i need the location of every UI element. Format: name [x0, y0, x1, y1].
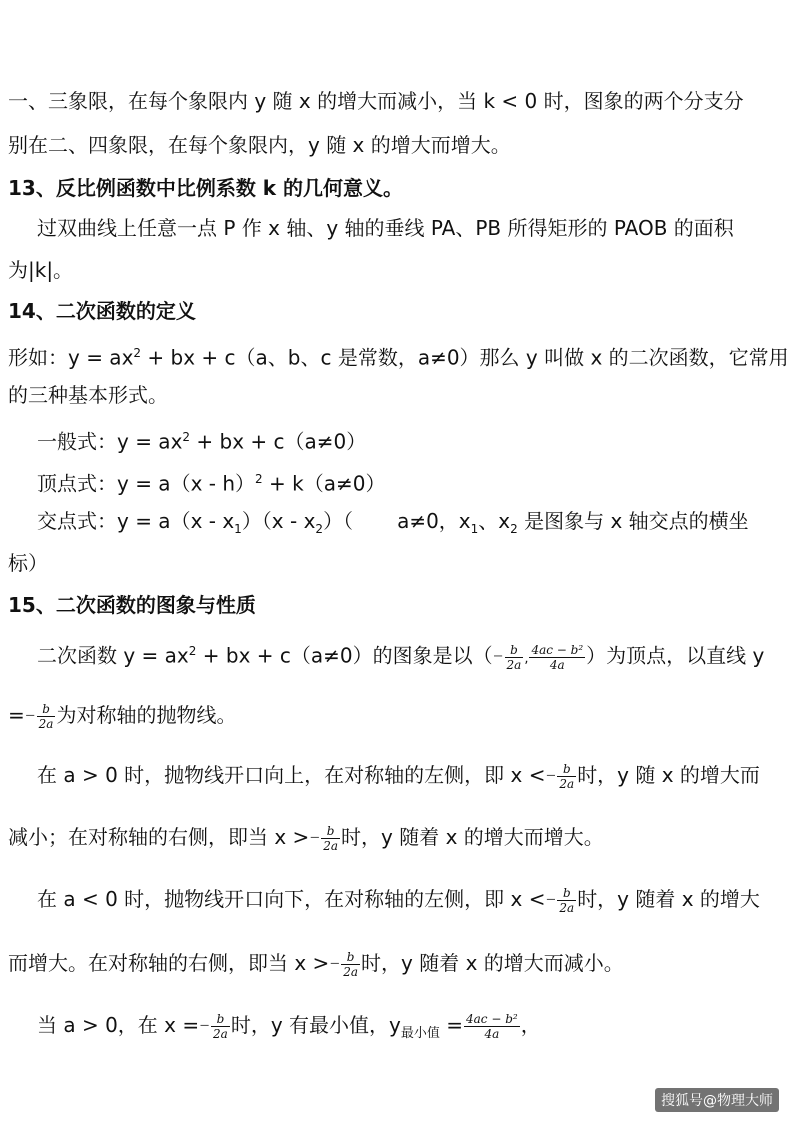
fraction-4ac-b2-over-4a: $\frac{\text{4ac − b²}}{4a}$ [466, 1012, 518, 1041]
minus-sign: − [545, 768, 557, 784]
text-segment: 时，y 随着 x 的增大 [577, 887, 760, 911]
minus-sign: − [492, 649, 504, 665]
text-line: 为|k|。 [8, 258, 74, 282]
property-line [8, 824, 604, 853]
text-segment: + bx + c（a、b、c 是常数，a≠0）那么 y 叫做 x 的二次函数，它常用 [141, 345, 789, 370]
text-segment: 是图象与 x 轴交点的横坐 [517, 509, 749, 533]
text-segment: 、x [478, 509, 511, 533]
text-segment: 交点式：y = a（x - x [37, 509, 235, 533]
intercept-form [37, 508, 749, 542]
text-segment: a≠0，x [397, 509, 471, 533]
section-heading-15: 15、二次函数的图象与性质 [8, 593, 256, 617]
text-segment: 顶点式：y = a（x - h） [37, 471, 256, 496]
minus-sign: − [545, 892, 557, 908]
text-segment: 在 a > 0 时，抛物线开口向上，在对称轴的左侧，即 x < [37, 763, 546, 787]
fraction-b-over-2a: $\frac{b}{2a}$ [213, 1012, 228, 1041]
fraction-b-over-2a: $\frac{b}{2a}$ [559, 886, 575, 915]
text-segment: 二次函数 y = ax [37, 643, 189, 668]
text-segment: 在 a < 0 时，抛物线开口向下，在对称轴的左侧，即 x < [37, 887, 546, 911]
fraction-4ac-b2-over-4a: $\frac{\text{4ac − b²}}{4a}$ [531, 642, 584, 672]
text-segment: 减小；在对称轴的右侧，即当 x > [8, 825, 310, 849]
minus-sign: − [199, 1018, 211, 1034]
section-heading-13: 13、反比例函数中比例系数 k 的几何意义。 [8, 176, 404, 200]
property-line [37, 886, 760, 915]
text-segment: + bx + c（a≠0）的图象是以（ [196, 643, 493, 668]
text-segment: + bx + c（a≠0） [190, 429, 367, 454]
text-segment: 时，y 随 x 的增大而 [577, 763, 760, 787]
superscript: 2 [255, 472, 263, 486]
text-line: 过双曲线上任意一点 P 作 x 轴、y 轴的垂线 PA、PB 所得矩形的 PAOB 的面积 [37, 216, 734, 240]
superscript: 2 [182, 430, 191, 444]
text-line: 标） [8, 551, 48, 575]
text-line: 的三种基本形式。 [8, 383, 168, 407]
subscript: 2 [315, 522, 324, 536]
general-form [37, 424, 366, 455]
text-segment: 时，y 随着 x 的增大而增大。 [341, 825, 604, 849]
text-segment: 当 a > 0，在 x = [37, 1013, 200, 1037]
text-segment: 时，y 随着 x 的增大而减小。 [361, 951, 624, 975]
subscript: 1 [470, 522, 479, 536]
definition-line [8, 340, 789, 371]
subscript-min: 最小值 [400, 1026, 440, 1041]
text-segment: ）（x - x [241, 509, 316, 533]
text-segment: 形如：y = ax [8, 345, 134, 370]
text-segment: + k（a≠0） [262, 471, 386, 496]
text-segment: ）（ [323, 509, 354, 533]
text-segment: 时，y 有最小值，y [230, 1013, 401, 1037]
axis-sentence [8, 702, 236, 731]
text-segment: 而增大。在对称轴的右侧，即当 x > [8, 951, 330, 975]
subscript: 1 [234, 522, 242, 536]
minus-sign: − [329, 956, 341, 972]
subscript: 2 [510, 522, 518, 536]
minus-sign: − [309, 830, 321, 846]
property-line [8, 950, 624, 979]
fraction-b-over-2a: $\frac{b}{2a}$ [323, 824, 339, 853]
text-line: 别在二、四象限，在每个象限内，y 随 x 的增大而增大。 [8, 133, 511, 157]
watermark: 搜狐号@物理大师 [655, 1088, 779, 1112]
property-line [37, 762, 760, 791]
comma: , [524, 651, 529, 667]
minus-sign: − [24, 708, 36, 724]
text-line: 一、三象限，在每个象限内 y 随 x 的增大而减小，当 k < 0 时，图象的两个分支分 [8, 89, 744, 113]
vertex-form [37, 466, 385, 497]
vertex-sentence [37, 638, 764, 673]
text-segment: ， [520, 1013, 541, 1037]
fraction-b-over-2a: $\frac{b}{2a}$ [343, 950, 359, 979]
text-segment: 一般式：y = ax [37, 429, 183, 454]
text-segment: = [8, 703, 25, 727]
fraction-b-over-2a: $\frac{b}{2a}$ [506, 642, 522, 672]
section-heading-14: 14、二次函数的定义 [8, 299, 196, 323]
text-segment: 为对称轴的抛物线。 [56, 703, 237, 727]
fraction-b-over-2a: $\frac{b}{2a}$ [559, 762, 575, 791]
superscript: 2 [133, 346, 142, 360]
minimum-line [37, 1012, 541, 1047]
text-segment: ）为顶点，以直线 y [586, 643, 765, 668]
superscript: 2 [188, 644, 197, 658]
text-segment: = [439, 1013, 463, 1037]
fraction-b-over-2a: $\frac{b}{2a}$ [38, 702, 54, 731]
